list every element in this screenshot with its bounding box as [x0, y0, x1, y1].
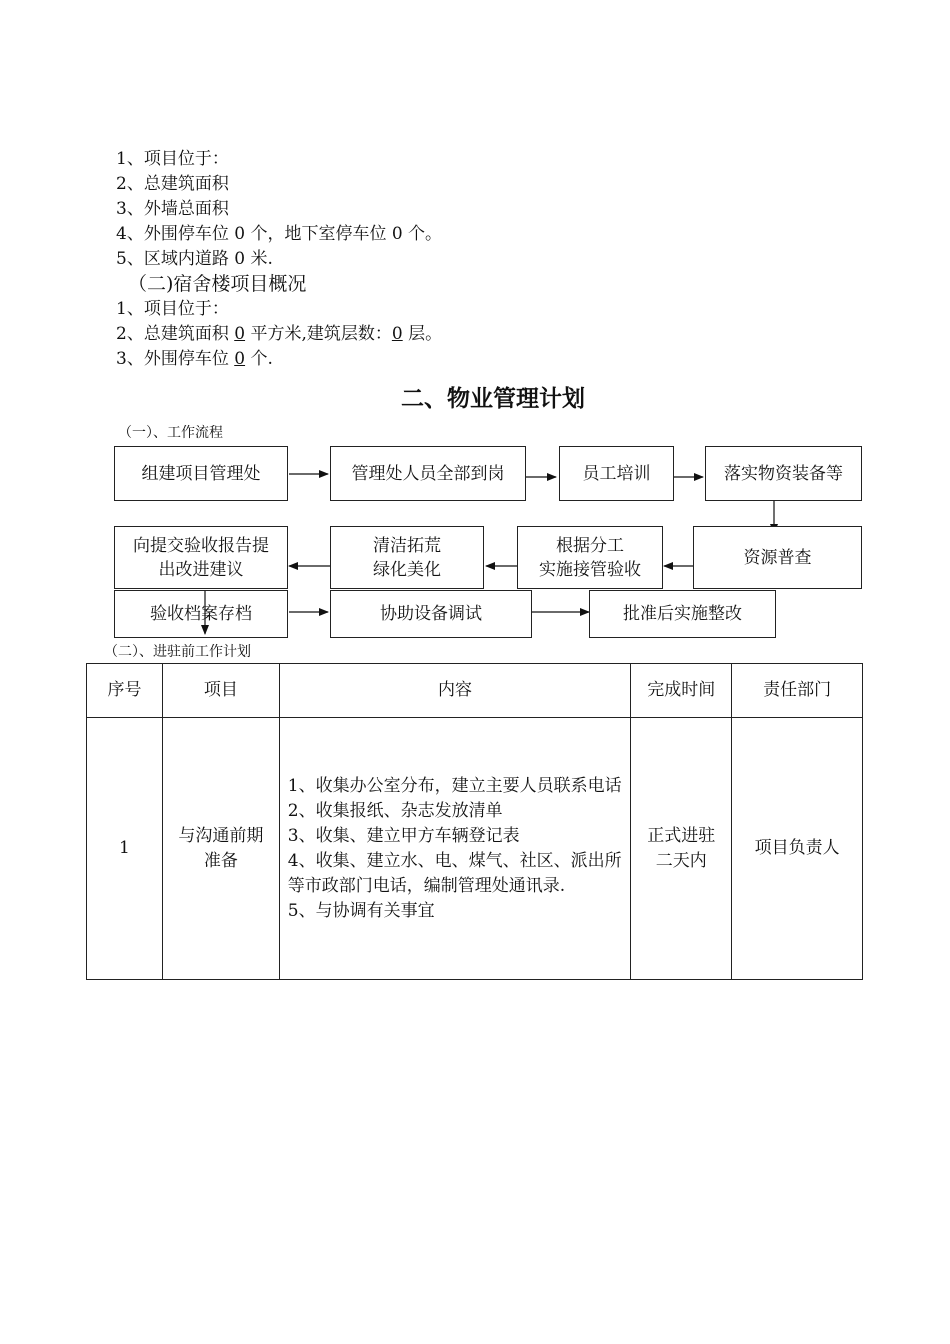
content-item: 1、收集办公室分布，建立主要人员联系电话 — [287, 775, 622, 796]
cell-time: 正式进驻 二天内 — [631, 718, 732, 980]
step-staff-arrive: 管理处人员全部到岗 — [330, 446, 526, 501]
dorm-line-1: 1、项目位于： — [116, 299, 229, 319]
header-time: 完成时间 — [631, 664, 732, 718]
overview-line-1: 1、项目位于： — [116, 149, 229, 169]
header-seq: 序号 — [87, 664, 163, 718]
section-title: 二、物业管理计划 — [401, 386, 585, 412]
overview-line-2: 2、总建筑面积 — [116, 174, 229, 194]
content-item: 4、收集、建立水、电、煤气、社区、派出所等市政部门电话，编制管理处通讯录. — [287, 850, 622, 896]
overview-line-3: 3、外墙总面积 — [116, 199, 229, 219]
step-takeover-inspection: 根据分工 实施接管验收 — [517, 526, 663, 589]
cell-content — [279, 718, 631, 980]
overview-line-5: 5、区域内道路 0 米. — [116, 249, 273, 269]
header-dept: 责任部门 — [732, 664, 863, 718]
dorm-line-3-post: 个. — [245, 349, 273, 369]
step-archive: 验收档案存档 — [114, 590, 288, 638]
workflow-caption: （一）、工作流程 — [118, 425, 223, 441]
dorm-parking-value: 0 — [234, 349, 246, 369]
step-rectification: 批准后实施整改 — [589, 590, 776, 638]
dorm-heading: （二)宿舍楼项目概况 — [128, 273, 307, 295]
content-item: 5、与协调有关事宜 — [287, 900, 435, 921]
table-row — [87, 718, 863, 980]
step-submit-report: 向提交验收报告提 出改进建议 — [114, 526, 288, 589]
step-equipment-debug: 协助设备调试 — [330, 590, 532, 638]
content-item: 3、收集、建立甲方车辆登记表 — [287, 825, 520, 846]
dorm-line-2-mid: 平方米,建筑层数： — [245, 324, 392, 344]
step-setup-office: 组建项目管理处 — [114, 446, 288, 501]
step-cleaning-greening: 清洁拓荒 绿化美化 — [330, 526, 484, 589]
header-content: 内容 — [279, 664, 631, 718]
plan-caption: （二）、进驻前工作计划 — [104, 644, 251, 660]
content-item: 2、收集报纸、杂志发放清单 — [287, 800, 503, 821]
header-item: 项目 — [162, 664, 279, 718]
table-header-row — [87, 664, 863, 718]
overview-line-4: 4、外围停车位 0 个，地下室停车位 0 个。 — [116, 224, 443, 244]
dorm-line-2-pre: 2、总建筑面积 — [116, 324, 235, 344]
step-resource-survey: 资源普查 — [693, 526, 862, 589]
step-equipment: 落实物资装备等 — [705, 446, 862, 501]
cell-dept: 项目负责人 — [732, 718, 863, 980]
plan-table — [86, 663, 863, 980]
dorm-area-value: 0 — [234, 324, 246, 344]
cell-seq: 1 — [87, 718, 163, 980]
dorm-line-3-pre: 3、外围停车位 — [116, 349, 235, 369]
step-staff-training: 员工培训 — [559, 446, 674, 501]
cell-item: 与沟通前期 准备 — [162, 718, 279, 980]
dorm-floors-value: 0 — [391, 324, 403, 344]
dorm-line-2-post: 层。 — [402, 324, 443, 344]
